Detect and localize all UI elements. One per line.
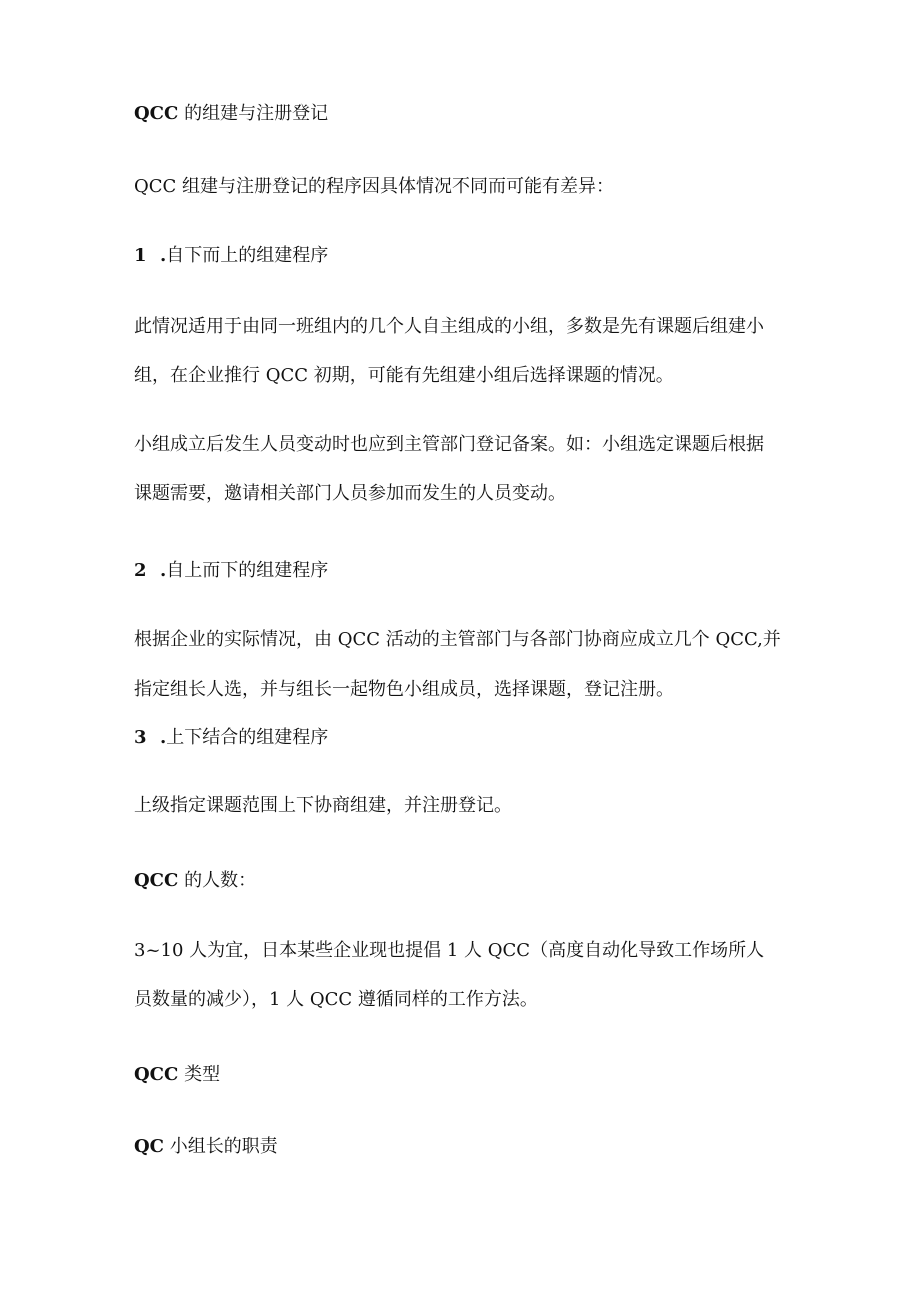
section-2-heading <box>134 559 328 583</box>
heading-formation <box>134 102 328 126</box>
section-2-para-line-2: 指定组长人选，并与组长一起物色小组成员，选择课题，登记注册。 <box>134 679 674 700</box>
section-dot: . <box>160 245 167 266</box>
section-dot: . <box>160 560 167 581</box>
section-title: 自上而下的组建程序 <box>166 560 329 581</box>
section-2-para-line-1: 根据企业的实际情况，由 QCC 活动的主管部门与各部门协商应成立几个 QCC,并 <box>134 629 781 650</box>
heading-lead: QC <box>134 1136 165 1157</box>
section-1-para-1-line-2: 组，在企业推行 QCC 初期，可能有先组建小组后选择课题的情况。 <box>134 365 674 386</box>
section-number: 1 <box>134 245 147 266</box>
heading-rest: 的组建与注册登记 <box>178 103 329 124</box>
heading-rest: 类型 <box>178 1064 221 1085</box>
section-1-para-2-line-1: 小组成立后发生人员变动时也应到主管部门登记备案。如：小组选定课题后根据 <box>134 434 764 455</box>
heading-lead: QCC <box>134 103 179 124</box>
heading-rest: 小组长的职责 <box>164 1136 278 1157</box>
section-1-para-2-line-2: 课题需要，邀请相关部门人员参加而发生的人员变动。 <box>134 483 566 504</box>
section-1-para-1-line-1: 此情况适用于由同一班组内的几个人自主组成的小组，多数是先有课题后组建小 <box>134 316 764 337</box>
section-title: 上下结合的组建程序 <box>166 727 329 748</box>
section-1-heading <box>134 244 328 268</box>
heading-lead: QCC <box>134 1064 179 1085</box>
section-number: 3 <box>134 727 147 748</box>
size-line-2: 员数量的减少），1 人 QCC 遵循同样的工作方法。 <box>134 989 538 1010</box>
heading-leader <box>134 1135 278 1159</box>
section-3-para: 上级指定课题范围上下协商组建，并注册登记。 <box>134 795 512 816</box>
section-3-heading <box>134 726 328 750</box>
heading-size <box>134 869 256 893</box>
section-dot: . <box>160 727 167 748</box>
section-title: 自下而上的组建程序 <box>166 245 329 266</box>
heading-lead: QCC <box>134 870 179 891</box>
size-line-1: 3~10 人为宜，日本某些企业现也提倡 1 人 QCC（高度自动化导致工作场所人 <box>134 940 765 961</box>
heading-rest: 的人数： <box>178 870 257 891</box>
intro-paragraph: QCC 组建与注册登记的程序因具体情况不同而可能有差异： <box>134 176 615 197</box>
section-number: 2 <box>134 560 147 581</box>
heading-types <box>134 1063 220 1087</box>
